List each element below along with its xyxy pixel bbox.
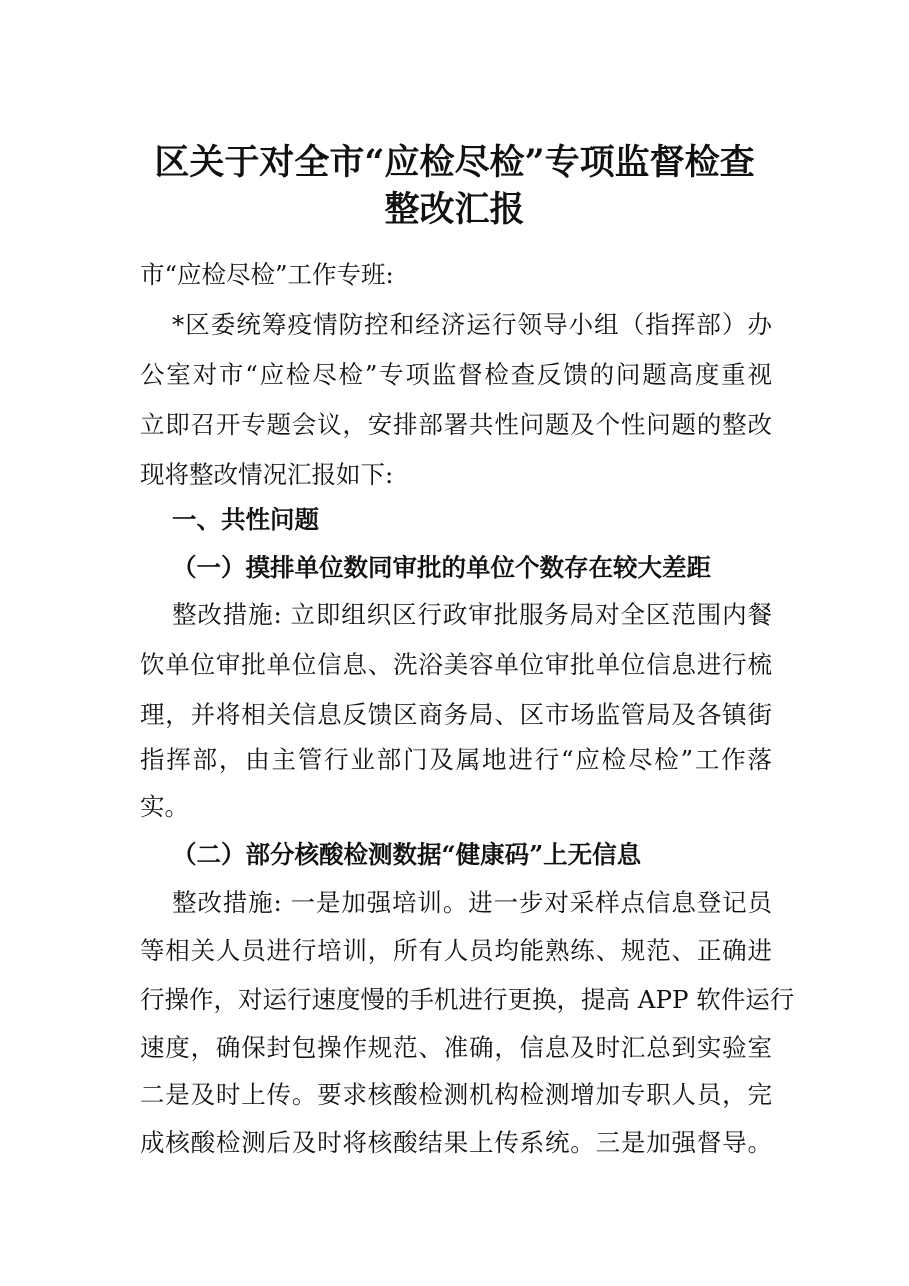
section-heading: 一、共性问题 <box>172 505 319 534</box>
body-line: 实。 <box>140 792 189 821</box>
body-line: 指挥部，由主管行业部门及属地进行“应检尽检”工作落 <box>140 745 772 774</box>
document-title-line-2: 整改汇报 <box>384 189 525 230</box>
body-line: 整改措施: 立即组织区行政审批服务局对全区范围内餐 <box>172 600 772 629</box>
body-line: 现将整改情况汇报如下: <box>140 460 394 489</box>
body-line: 二是及时上传。要求核酸检测机构检测增加专职人员，完 <box>140 1080 772 1109</box>
body-line: 行操作，对运行速度慢的手机进行更换，提高 APP 软件运行 <box>140 985 795 1014</box>
body-line: 整改措施: 一是加强培训。进一步对采样点信息登记员 <box>172 888 772 917</box>
body-line: *区委统筹疫情防控和经济运行领导小组（指挥部）办 <box>172 310 772 339</box>
body-line: 饮单位审批单位信息、洗浴美容单位审批单位信息进行梳 <box>140 650 772 679</box>
body-line: 理，并将相关信息反馈区商务局、区市场监管局及各镇街 <box>140 700 772 729</box>
subsection-heading: （一）摸排单位数同审批的单位个数存在较大差距 <box>172 553 711 582</box>
body-line: 成核酸检测后及时将核酸结果上传系统。三是加强督导。 <box>140 1128 772 1157</box>
salutation: 市“应检尽检”工作专班: <box>140 260 394 289</box>
body-line: 等相关人员进行培训，所有人员均能熟练、规范、正确进 <box>140 936 772 965</box>
body-line: 公室对市“应检尽检”专项监督检查反馈的问题高度重视 <box>140 360 772 389</box>
document-title-line-1: 区关于对全市“应检尽检”专项监督检查 <box>154 142 755 183</box>
body-line: 立即召开专题会议，安排部署共性问题及个性问题的整改 <box>140 410 772 439</box>
subsection-heading: （二）部分核酸检测数据“健康码”上无信息 <box>172 840 642 869</box>
body-line: 速度，确保封包操作规范、准确，信息及时汇总到实验室 <box>140 1033 772 1062</box>
